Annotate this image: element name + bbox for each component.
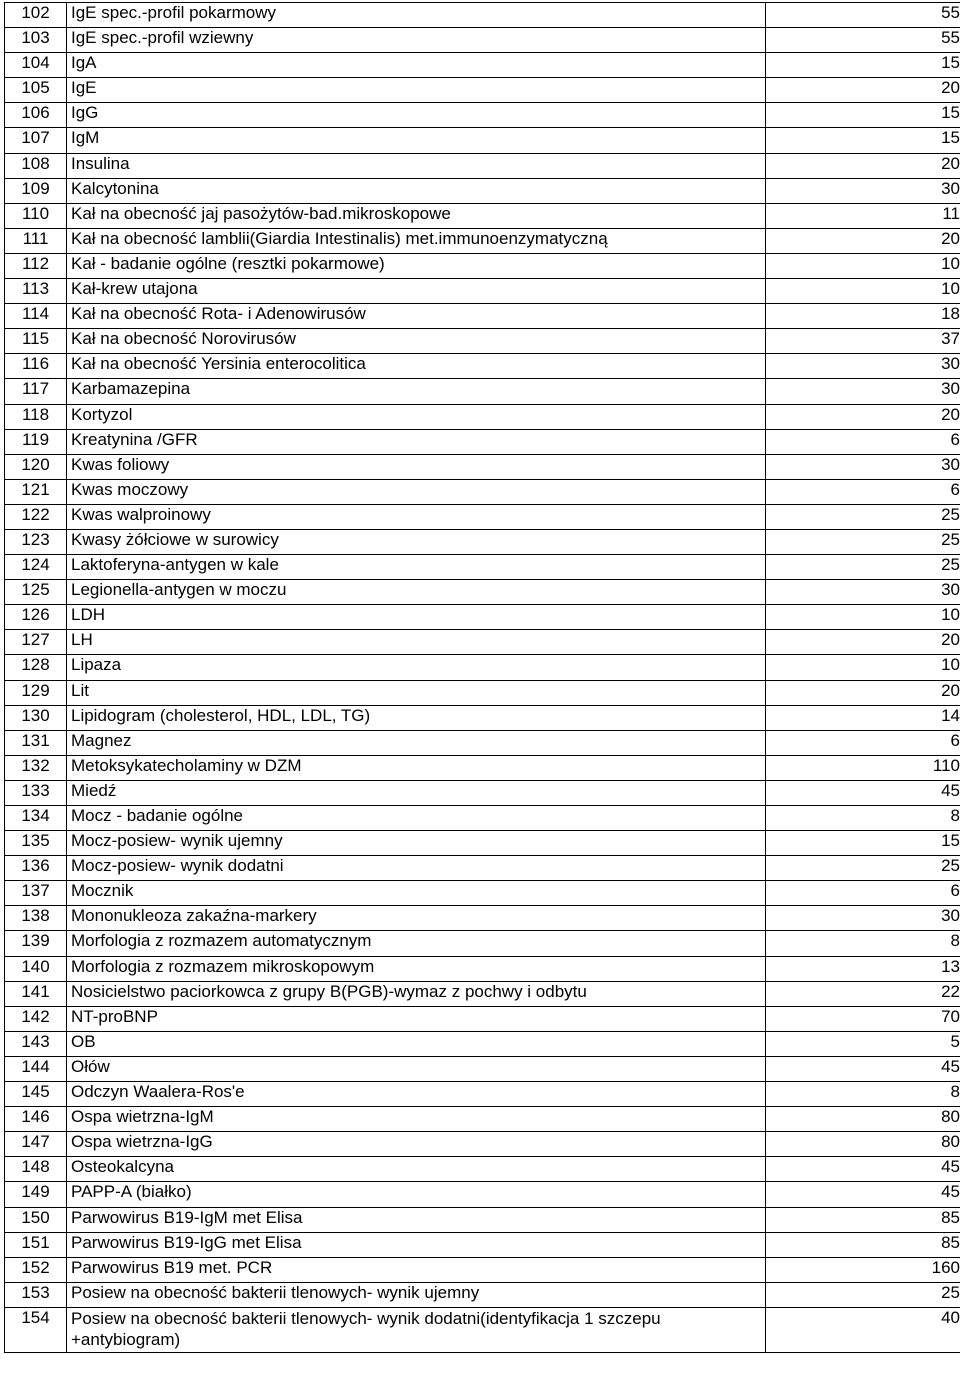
price-cell: 30 bbox=[766, 906, 960, 931]
price-cell: 10 bbox=[766, 605, 960, 630]
row-number-cell: 147 bbox=[5, 1132, 67, 1157]
row-number-cell: 129 bbox=[5, 680, 67, 705]
price-cell: 18 bbox=[766, 304, 960, 329]
test-name-cell: IgG bbox=[67, 103, 766, 128]
price-cell: 6 bbox=[766, 479, 960, 504]
row-number-cell: 104 bbox=[5, 53, 67, 78]
test-name-cell: Lipidogram (cholesterol, HDL, LDL, TG) bbox=[67, 705, 766, 730]
row-number-cell: 142 bbox=[5, 1006, 67, 1031]
price-cell: 15 bbox=[766, 53, 960, 78]
test-name-cell: Legionella-antygen w moczu bbox=[67, 580, 766, 605]
test-name-cell: Lit bbox=[67, 680, 766, 705]
price-cell: 45 bbox=[766, 1056, 960, 1081]
price-cell: 20 bbox=[766, 680, 960, 705]
table-row bbox=[5, 730, 960, 755]
test-name-cell: Kortyzol bbox=[67, 404, 766, 429]
table-row bbox=[5, 228, 960, 253]
price-cell: 6 bbox=[766, 429, 960, 454]
table-row bbox=[5, 404, 960, 429]
table-row bbox=[5, 931, 960, 956]
price-cell: 25 bbox=[766, 529, 960, 554]
price-cell: 8 bbox=[766, 1082, 960, 1107]
table-row bbox=[5, 1257, 960, 1282]
price-cell: 22 bbox=[766, 981, 960, 1006]
row-number-cell: 131 bbox=[5, 730, 67, 755]
table-row bbox=[5, 755, 960, 780]
test-name-cell: OB bbox=[67, 1031, 766, 1056]
row-number-cell: 113 bbox=[5, 279, 67, 304]
test-name-cell: Ospa wietrzna-IgG bbox=[67, 1132, 766, 1157]
price-cell: 13 bbox=[766, 956, 960, 981]
price-cell: 20 bbox=[766, 78, 960, 103]
price-cell: 70 bbox=[766, 1006, 960, 1031]
test-name-cell: Lipaza bbox=[67, 655, 766, 680]
test-name-cell: IgE spec.-profil wziewny bbox=[67, 28, 766, 53]
test-name-cell: LDH bbox=[67, 605, 766, 630]
price-cell: 25 bbox=[766, 504, 960, 529]
test-name-cell: Miedź bbox=[67, 780, 766, 805]
test-name-cell: Kreatynina /GFR bbox=[67, 429, 766, 454]
test-name-cell: IgE spec.-profil pokarmowy bbox=[67, 3, 766, 28]
table-row bbox=[5, 128, 960, 153]
row-number-cell: 118 bbox=[5, 404, 67, 429]
test-name-cell: IgA bbox=[67, 53, 766, 78]
table-row bbox=[5, 655, 960, 680]
row-number-cell: 122 bbox=[5, 504, 67, 529]
test-name-cell: Kał na obecność lamblii(Giardia Intestinalis) met.immunoenzymatyczną bbox=[67, 228, 766, 253]
row-number-cell: 128 bbox=[5, 655, 67, 680]
price-list-rows bbox=[5, 3, 960, 1353]
table-row bbox=[5, 103, 960, 128]
table-row bbox=[5, 981, 960, 1006]
table-row bbox=[5, 881, 960, 906]
test-name-cell: Insulina bbox=[67, 153, 766, 178]
test-name-cell: Mononukleoza zakaźna-markery bbox=[67, 906, 766, 931]
table-row bbox=[5, 529, 960, 554]
test-name-cell: Kał na obecność Rota- i Adenowirusów bbox=[67, 304, 766, 329]
table-row bbox=[5, 279, 960, 304]
table-row bbox=[5, 630, 960, 655]
row-number-cell: 112 bbox=[5, 253, 67, 278]
price-cell: 110 bbox=[766, 755, 960, 780]
row-number-cell: 124 bbox=[5, 555, 67, 580]
test-name-cell: Mocznik bbox=[67, 881, 766, 906]
row-number-cell: 135 bbox=[5, 831, 67, 856]
price-cell: 45 bbox=[766, 1157, 960, 1182]
test-name-cell: Ołów bbox=[67, 1056, 766, 1081]
price-cell: 45 bbox=[766, 1182, 960, 1207]
test-name-cell: Osteokalcyna bbox=[67, 1157, 766, 1182]
table-row bbox=[5, 831, 960, 856]
price-cell: 20 bbox=[766, 404, 960, 429]
test-name-cell: Kał na obecność Norovirusów bbox=[67, 329, 766, 354]
row-number-cell: 114 bbox=[5, 304, 67, 329]
row-number-cell: 148 bbox=[5, 1157, 67, 1182]
table-row bbox=[5, 479, 960, 504]
table-row bbox=[5, 1232, 960, 1257]
table-row bbox=[5, 1157, 960, 1182]
test-name-cell: Kwas foliowy bbox=[67, 454, 766, 479]
row-number-cell: 153 bbox=[5, 1282, 67, 1307]
price-cell: 30 bbox=[766, 178, 960, 203]
price-cell: 5 bbox=[766, 1031, 960, 1056]
test-name-cell: Kwas moczowy bbox=[67, 479, 766, 504]
test-name-cell: Metoksykatecholaminy w DZM bbox=[67, 755, 766, 780]
table-row bbox=[5, 354, 960, 379]
test-name-cell: Mocz-posiew- wynik dodatni bbox=[67, 856, 766, 881]
table-row bbox=[5, 3, 960, 28]
row-number-cell: 110 bbox=[5, 203, 67, 228]
row-number-cell: 145 bbox=[5, 1082, 67, 1107]
table-row bbox=[5, 1107, 960, 1132]
price-cell: 8 bbox=[766, 806, 960, 831]
row-number-cell: 105 bbox=[5, 78, 67, 103]
test-name-cell: NT-proBNP bbox=[67, 1006, 766, 1031]
table-row bbox=[5, 504, 960, 529]
test-name-cell: Laktoferyna-antygen w kale bbox=[67, 555, 766, 580]
test-name-cell: Morfologia z rozmazem mikroskopowym bbox=[67, 956, 766, 981]
table-row bbox=[5, 605, 960, 630]
row-number-cell: 141 bbox=[5, 981, 67, 1006]
table-row bbox=[5, 53, 960, 78]
price-cell: 11 bbox=[766, 203, 960, 228]
test-name-cell: Kał na obecność Yersinia enterocolitica bbox=[67, 354, 766, 379]
test-name-cell: PAPP-A (białko) bbox=[67, 1182, 766, 1207]
test-name-cell: LH bbox=[67, 630, 766, 655]
price-cell: 10 bbox=[766, 253, 960, 278]
test-name-cell: Magnez bbox=[67, 730, 766, 755]
price-cell: 14 bbox=[766, 705, 960, 730]
price-cell: 85 bbox=[766, 1232, 960, 1257]
test-name-cell: Kalcytonina bbox=[67, 178, 766, 203]
price-cell: 80 bbox=[766, 1132, 960, 1157]
price-cell: 30 bbox=[766, 454, 960, 479]
table-row bbox=[5, 1182, 960, 1207]
test-name-cell: Posiew na obecność bakterii tlenowych- wynik dodatni(identyfikacja 1 szczepu +antybiogram) bbox=[67, 1307, 766, 1352]
table-row bbox=[5, 454, 960, 479]
test-name-cell: Parwowirus B19 met. PCR bbox=[67, 1257, 766, 1282]
table-row bbox=[5, 555, 960, 580]
row-number-cell: 133 bbox=[5, 780, 67, 805]
price-cell: 85 bbox=[766, 1207, 960, 1232]
table-row bbox=[5, 304, 960, 329]
table-row bbox=[5, 1031, 960, 1056]
test-name-cell: Parwowirus B19-IgM met Elisa bbox=[67, 1207, 766, 1232]
price-cell: 160 bbox=[766, 1257, 960, 1282]
price-cell: 15 bbox=[766, 831, 960, 856]
row-number-cell: 109 bbox=[5, 178, 67, 203]
test-name-cell: Ospa wietrzna-IgM bbox=[67, 1107, 766, 1132]
row-number-cell: 117 bbox=[5, 379, 67, 404]
row-number-cell: 138 bbox=[5, 906, 67, 931]
table-row bbox=[5, 856, 960, 881]
table-row bbox=[5, 1282, 960, 1307]
row-number-cell: 144 bbox=[5, 1056, 67, 1081]
table-row bbox=[5, 1307, 960, 1352]
row-number-cell: 150 bbox=[5, 1207, 67, 1232]
table-row bbox=[5, 1006, 960, 1031]
table-row bbox=[5, 780, 960, 805]
table-row bbox=[5, 1056, 960, 1081]
table-row bbox=[5, 178, 960, 203]
test-name-cell: Kał na obecność jaj pasożytów-bad.mikroskopowe bbox=[67, 203, 766, 228]
table-row bbox=[5, 1082, 960, 1107]
table-row bbox=[5, 253, 960, 278]
row-number-cell: 116 bbox=[5, 354, 67, 379]
price-cell: 30 bbox=[766, 379, 960, 404]
price-cell: 37 bbox=[766, 329, 960, 354]
price-cell: 40 bbox=[766, 1307, 960, 1352]
test-name-cell: Mocz-posiew- wynik ujemny bbox=[67, 831, 766, 856]
test-name-cell: Kwasy żółciowe w surowicy bbox=[67, 529, 766, 554]
price-list-table bbox=[4, 2, 960, 1353]
table-row bbox=[5, 1207, 960, 1232]
test-name-cell: Mocz - badanie ogólne bbox=[67, 806, 766, 831]
price-cell: 15 bbox=[766, 128, 960, 153]
test-name-cell: Posiew na obecność bakterii tlenowych- wynik ujemny bbox=[67, 1282, 766, 1307]
table-row bbox=[5, 956, 960, 981]
row-number-cell: 123 bbox=[5, 529, 67, 554]
row-number-cell: 154 bbox=[5, 1307, 67, 1352]
test-name-cell: Morfologia z rozmazem automatycznym bbox=[67, 931, 766, 956]
test-name-cell: Kał - badanie ogólne (resztki pokarmowe) bbox=[67, 253, 766, 278]
row-number-cell: 107 bbox=[5, 128, 67, 153]
row-number-cell: 146 bbox=[5, 1107, 67, 1132]
row-number-cell: 132 bbox=[5, 755, 67, 780]
row-number-cell: 152 bbox=[5, 1257, 67, 1282]
test-name-cell: Karbamazepina bbox=[67, 379, 766, 404]
price-cell: 20 bbox=[766, 228, 960, 253]
price-cell: 10 bbox=[766, 279, 960, 304]
price-cell: 30 bbox=[766, 354, 960, 379]
table-row bbox=[5, 680, 960, 705]
table-row bbox=[5, 580, 960, 605]
price-cell: 80 bbox=[766, 1107, 960, 1132]
table-row bbox=[5, 28, 960, 53]
price-cell: 20 bbox=[766, 153, 960, 178]
price-cell: 8 bbox=[766, 931, 960, 956]
table-row bbox=[5, 806, 960, 831]
row-number-cell: 125 bbox=[5, 580, 67, 605]
row-number-cell: 102 bbox=[5, 3, 67, 28]
table-row bbox=[5, 429, 960, 454]
test-name-cell: Odczyn Waalera-Ros'e bbox=[67, 1082, 766, 1107]
table-row bbox=[5, 906, 960, 931]
row-number-cell: 108 bbox=[5, 153, 67, 178]
table-row bbox=[5, 1132, 960, 1157]
test-name-cell: IgM bbox=[67, 128, 766, 153]
price-cell: 45 bbox=[766, 780, 960, 805]
price-cell: 6 bbox=[766, 881, 960, 906]
table-row bbox=[5, 203, 960, 228]
table-row bbox=[5, 379, 960, 404]
price-cell: 25 bbox=[766, 555, 960, 580]
table-row bbox=[5, 329, 960, 354]
test-name-cell: Kwas walproinowy bbox=[67, 504, 766, 529]
row-number-cell: 119 bbox=[5, 429, 67, 454]
row-number-cell: 151 bbox=[5, 1232, 67, 1257]
table-row bbox=[5, 705, 960, 730]
row-number-cell: 121 bbox=[5, 479, 67, 504]
row-number-cell: 126 bbox=[5, 605, 67, 630]
price-cell: 30 bbox=[766, 580, 960, 605]
price-cell: 25 bbox=[766, 856, 960, 881]
test-name-cell: Kał-krew utajona bbox=[67, 279, 766, 304]
price-cell: 20 bbox=[766, 630, 960, 655]
price-cell: 6 bbox=[766, 730, 960, 755]
test-name-cell: Parwowirus B19-IgG met Elisa bbox=[67, 1232, 766, 1257]
price-cell: 10 bbox=[766, 655, 960, 680]
price-cell: 55 bbox=[766, 28, 960, 53]
table-row bbox=[5, 153, 960, 178]
row-number-cell: 103 bbox=[5, 28, 67, 53]
price-cell: 55 bbox=[766, 3, 960, 28]
row-number-cell: 130 bbox=[5, 705, 67, 730]
price-cell: 25 bbox=[766, 1282, 960, 1307]
row-number-cell: 120 bbox=[5, 454, 67, 479]
row-number-cell: 140 bbox=[5, 956, 67, 981]
test-name-cell: IgE bbox=[67, 78, 766, 103]
row-number-cell: 111 bbox=[5, 228, 67, 253]
row-number-cell: 136 bbox=[5, 856, 67, 881]
row-number-cell: 134 bbox=[5, 806, 67, 831]
row-number-cell: 149 bbox=[5, 1182, 67, 1207]
table-row bbox=[5, 78, 960, 103]
row-number-cell: 106 bbox=[5, 103, 67, 128]
row-number-cell: 143 bbox=[5, 1031, 67, 1056]
test-name-cell: Nosicielstwo paciorkowca z grupy B(PGB)-wymaz z pochwy i odbytu bbox=[67, 981, 766, 1006]
row-number-cell: 127 bbox=[5, 630, 67, 655]
row-number-cell: 115 bbox=[5, 329, 67, 354]
price-cell: 15 bbox=[766, 103, 960, 128]
row-number-cell: 139 bbox=[5, 931, 67, 956]
row-number-cell: 137 bbox=[5, 881, 67, 906]
